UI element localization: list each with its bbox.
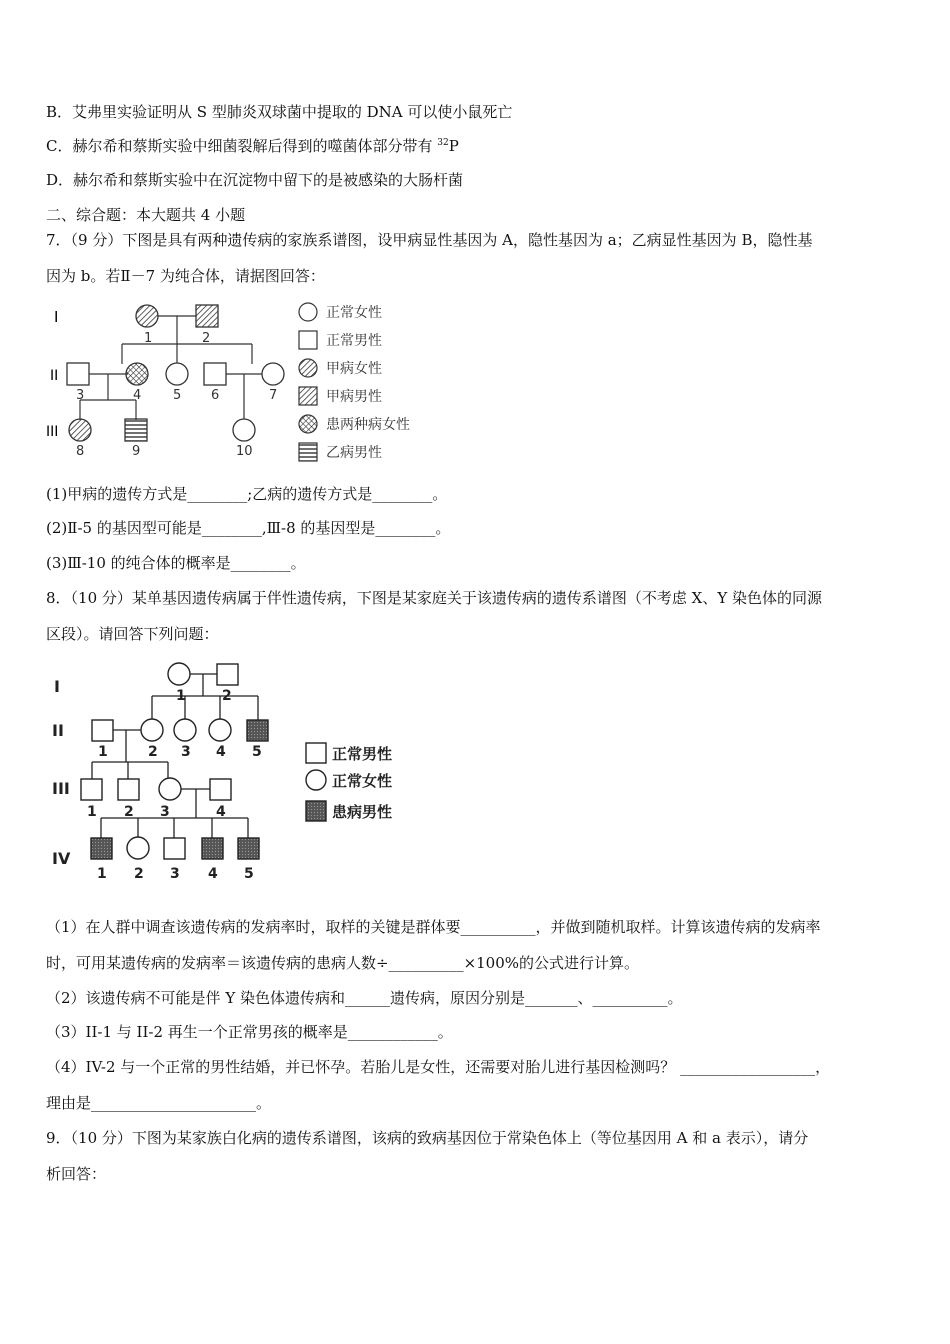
q8-legend-symbol-normal-male [306, 743, 326, 763]
q7-legend-label-normal-female: 正常女性 [326, 305, 382, 321]
q8-gen-label-4: IV [52, 849, 71, 868]
q7-legend-symbol-yi-male [299, 443, 317, 461]
q8-pedigree-figure [40, 652, 420, 888]
q7-num-6: 6 [211, 388, 220, 403]
q7-individual-III-9 [125, 419, 147, 441]
q8-num-III-4: 4 [216, 804, 226, 820]
q7-legend-label-jia-female: 甲病女性 [326, 361, 382, 377]
q7-individual-III-10 [233, 419, 255, 441]
q9-stem-line2: 析回答： [46, 1165, 107, 1183]
q7-gen-label-3: III [46, 424, 59, 440]
q8-num-II-1: 1 [98, 744, 108, 760]
q7-num-7: 7 [269, 388, 278, 403]
q8-individual-II-3 [174, 719, 196, 741]
q7-num-2: 2 [202, 331, 211, 346]
q8-gen-label-2: II [52, 721, 64, 740]
q7-individual-I-2 [196, 305, 218, 327]
option-b: B．艾弗里实验证明从 S 型肺炎双球菌中提取的 DNA 可以使小鼠死亡 [46, 103, 513, 121]
option-c [46, 136, 916, 156]
q8-part4-line2: 理由是______________________。 [46, 1094, 272, 1112]
q8-individual-III-1 [81, 779, 102, 800]
q7-num-3: 3 [76, 388, 85, 403]
q8-num-I-2: 2 [222, 688, 232, 704]
q8-num-II-4: 4 [216, 744, 226, 760]
q8-num-IV-3: 3 [170, 866, 180, 882]
q8-individual-IV-2 [127, 837, 149, 859]
q7-legend-label-normal-male: 正常男性 [326, 333, 382, 349]
q8-legend-symbol-affected-male [306, 801, 326, 821]
q7-legend-symbol-normal-male [299, 331, 317, 349]
section-title: 二、综合题：本大题共 4 小题 [46, 206, 246, 224]
q7-individual-II-5 [166, 363, 188, 385]
q8-num-IV-4: 4 [208, 866, 218, 882]
q8-individual-I-2 [217, 664, 238, 685]
q7-legend-symbol-normal-female [299, 303, 317, 321]
q7-individual-II-7 [262, 363, 284, 385]
q7-gen-label-2: II [50, 368, 59, 384]
q8-part1-line2: 时，可用某遗传病的发病率＝该遗传病的患病人数÷__________×100%的公式进行计算。 [46, 954, 640, 972]
q8-num-III-2: 2 [124, 804, 134, 820]
q7-individual-II-3 [67, 363, 89, 385]
q7-individual-II-6 [204, 363, 226, 385]
option-d: D．赫尔希和蔡斯实验中在沉淀物中留下的是被感染的大肠杆菌 [46, 171, 464, 189]
q8-legend-label-normal-male: 正常男性 [332, 745, 393, 763]
q8-legend-label-normal-female: 正常女性 [332, 772, 393, 790]
q8-num-II-2: 2 [148, 744, 158, 760]
q8-individual-III-2 [118, 779, 139, 800]
q7-part3: (3)Ⅲ-10 的纯合体的概率是________。 [46, 554, 306, 572]
q7-legend-label-yi-male: 乙病男性 [326, 445, 382, 461]
q8-individual-II-1 [92, 720, 113, 741]
q8-individual-IV-5 [238, 838, 259, 859]
q8-legend-label-affected-male: 患病男性 [332, 803, 393, 821]
q7-num-5: 5 [173, 388, 182, 403]
q7-legend-symbol-jia-female [299, 359, 317, 377]
q7-stem-line1: 7．（9 分）下图是具有两种遗传病的家族系谱图，设甲病显性基因为 A，隐性基因为 a；乙病显性基因为 B，隐性基 [46, 231, 813, 249]
q7-num-10: 10 [236, 444, 253, 459]
q8-individual-II-4 [209, 719, 231, 741]
q8-stem-line2: 区段）。请回答下列问题： [46, 625, 219, 643]
option-c-superscript: 32 [437, 138, 449, 148]
q8-num-I-1: 1 [176, 688, 186, 704]
q7-num-9: 9 [132, 444, 141, 459]
q8-individual-II-5 [247, 720, 268, 741]
q7-individual-II-4 [126, 363, 148, 385]
q8-individual-IV-4 [202, 838, 223, 859]
q7-legend-symbol-jia-male [299, 387, 317, 405]
q7-part2: (2)Ⅱ-5 的基因型可能是________,Ⅲ-8 的基因型是________。 [46, 519, 451, 537]
q8-individual-I-1 [168, 663, 190, 685]
q7-num-8: 8 [76, 444, 85, 459]
q8-num-III-1: 1 [87, 804, 97, 820]
q9-stem-line1: 9．（10 分）下图为某家族白化病的遗传系谱图，该病的致病基因位于常染色体上（等位基因用 A 和 a 表示），请分 [46, 1129, 809, 1147]
q8-individual-III-4 [210, 779, 231, 800]
q7-legend-label-jia-male: 甲病男性 [326, 389, 382, 405]
q8-part3: （3）II-1 与 II-2 再生一个正常男孩的概率是____________。 [46, 1023, 453, 1041]
q8-individual-III-3 [159, 778, 181, 800]
q7-part1: (1)甲病的遗传方式是________;乙病的遗传方式是________。 [46, 485, 448, 503]
q8-part4-line1: （4）IV-2 与一个正常的男性结婚，并已怀孕。若胎儿是女性，还需要对胎儿进行基因检测吗？ __________________， [46, 1058, 831, 1076]
q8-num-III-3: 3 [160, 804, 170, 820]
q7-legend-label-both-female: 患两种病女性 [326, 417, 410, 433]
q7-legend-symbol-both-female [299, 415, 317, 433]
q7-individual-I-1 [136, 305, 158, 327]
q7-num-1: 1 [144, 331, 153, 346]
q8-num-II-3: 3 [181, 744, 191, 760]
q7-pedigree-figure [40, 296, 440, 472]
q8-gen-label-3: III [52, 779, 70, 798]
q8-part2: （2）该遗传病不可能是伴 Y 染色体遗传病和______遗传病，原因分别是_______、__________。 [46, 989, 683, 1007]
q7-stem-line2: 因为 b。若Ⅱ－7 为纯合体，请据图回答： [46, 267, 325, 285]
q8-individual-II-2 [141, 719, 163, 741]
q8-num-II-5: 5 [252, 744, 262, 760]
q8-individual-IV-1 [91, 838, 112, 859]
q8-gen-label-1: I [54, 677, 60, 696]
q8-num-IV-2: 2 [134, 866, 144, 882]
option-c-text: C．赫尔希和蔡斯实验中细菌裂解后得到的噬菌体部分带有 [46, 137, 438, 155]
q8-legend-symbol-normal-female [306, 770, 326, 790]
q7-gen-label-1: I [54, 308, 59, 326]
q8-individual-IV-3 [164, 838, 185, 859]
q8-stem-line1: 8．（10 分）某单基因遗传病属于伴性遗传病，下图是某家庭关于该遗传病的遗传系谱图（不考虑 X、Y 染色体的同源 [46, 589, 823, 607]
q7-num-4: 4 [133, 388, 142, 403]
q7-individual-III-8 [69, 419, 91, 441]
q8-part1-line1: （1）在人群中调查该遗传病的发病率时，取样的关键是群体要__________，并做到随机取样。计算该遗传病的发病率 [46, 918, 821, 936]
q8-num-IV-5: 5 [244, 866, 254, 882]
q8-num-IV-1: 1 [97, 866, 107, 882]
option-c-suffix: P [448, 137, 459, 155]
